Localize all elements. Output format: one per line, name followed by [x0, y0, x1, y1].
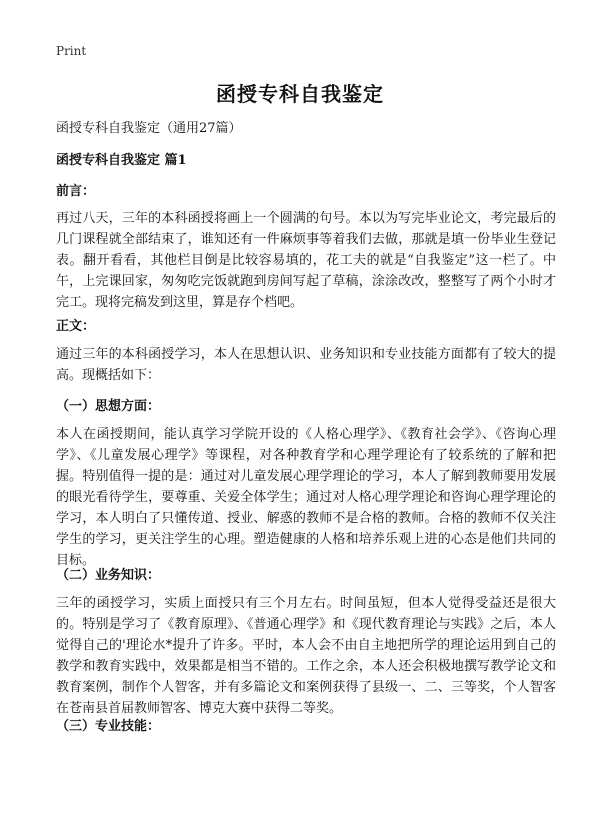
subsection-paragraph-thought: 本人在函授期间，能认真学习学院开设的《人格心理学》、《教育社会学》、《咨询心理学》、《儿童发展心理学》等课程，对各种教育学和心理学理论有了较系统的了解和把握。特别值得一提的是：通过对儿童发展心理学理论的学习，本人了解到教师要用发展的眼光看待学生，要尊重、关爱全体学生；通过对人格心理学理论和咨询心理学理论的学习，本人明白了只懂传道、授业、解惑的教师不是合格的教师。合格的教师不仅关注学生的学习，更关注学生的心理。塑造健康的人格和培养乐观上进的心态是他们共同的目标。 [56, 427, 556, 568]
body-heading: 正文： [56, 319, 96, 334]
section-heading: 函授专科自我鉴定 篇1 [56, 153, 187, 168]
preface-paragraph: 再过八天，三年的本科函授将画上一个圆满的句号。本以为写完毕业论文，考完最后的几门课程就全部结束了，谁知还有一件麻烦事等着我们去做，那就是填一份毕业生登记表。翻开看看，其他栏目倒是比较容易填的，花工夫的就是“自我鉴定”这一栏了。中午，上完课回家，匆匆吃完饭就跑到房间写起了草稿，涂涂改改，整整写了两个小时才完工。现将完稿发到这里，算是存个档吧。 [56, 211, 556, 310]
subsection-paragraph-business: 三年的函授学习，实质上面授只有三个月左右。时间虽短，但本人觉得受益还是很大的。特别是学习了《教育原理》、《普通心理学》和《现代教育理论与实践》之后，本人觉得自己的'理论水*提升了许多。平时，本人会不由自主地把所学的理论运用到自己的教学和教育实践中，效果都是相当不错的。工作之余，本人还会积极地撰写教学论文和教育案例，制作个人智客，并有多篇论文和案例获得了县级一、二、三等奖，个人智客在苍南县首届教师智客、博克大赛中获得二等奖。 [56, 596, 556, 716]
preface-heading: 前言： [56, 184, 96, 199]
subsection-heading-skills: （三）专业技能： [56, 719, 161, 734]
subsection-heading-business: （二）业务知识： [56, 568, 161, 583]
print-label: Print [56, 44, 87, 58]
page-title: 函授专科自我鉴定 [216, 82, 384, 106]
intro-paragraph: 通过三年的本科函授学习，本人在思想认识、业务知识和专业技能方面都有了较大的提高。现概括如下： [56, 347, 556, 383]
document-subtitle: 函授专科自我鉴定（通用27篇） [56, 121, 242, 136]
subsection-heading-thought: （一）思想方面： [56, 399, 161, 414]
